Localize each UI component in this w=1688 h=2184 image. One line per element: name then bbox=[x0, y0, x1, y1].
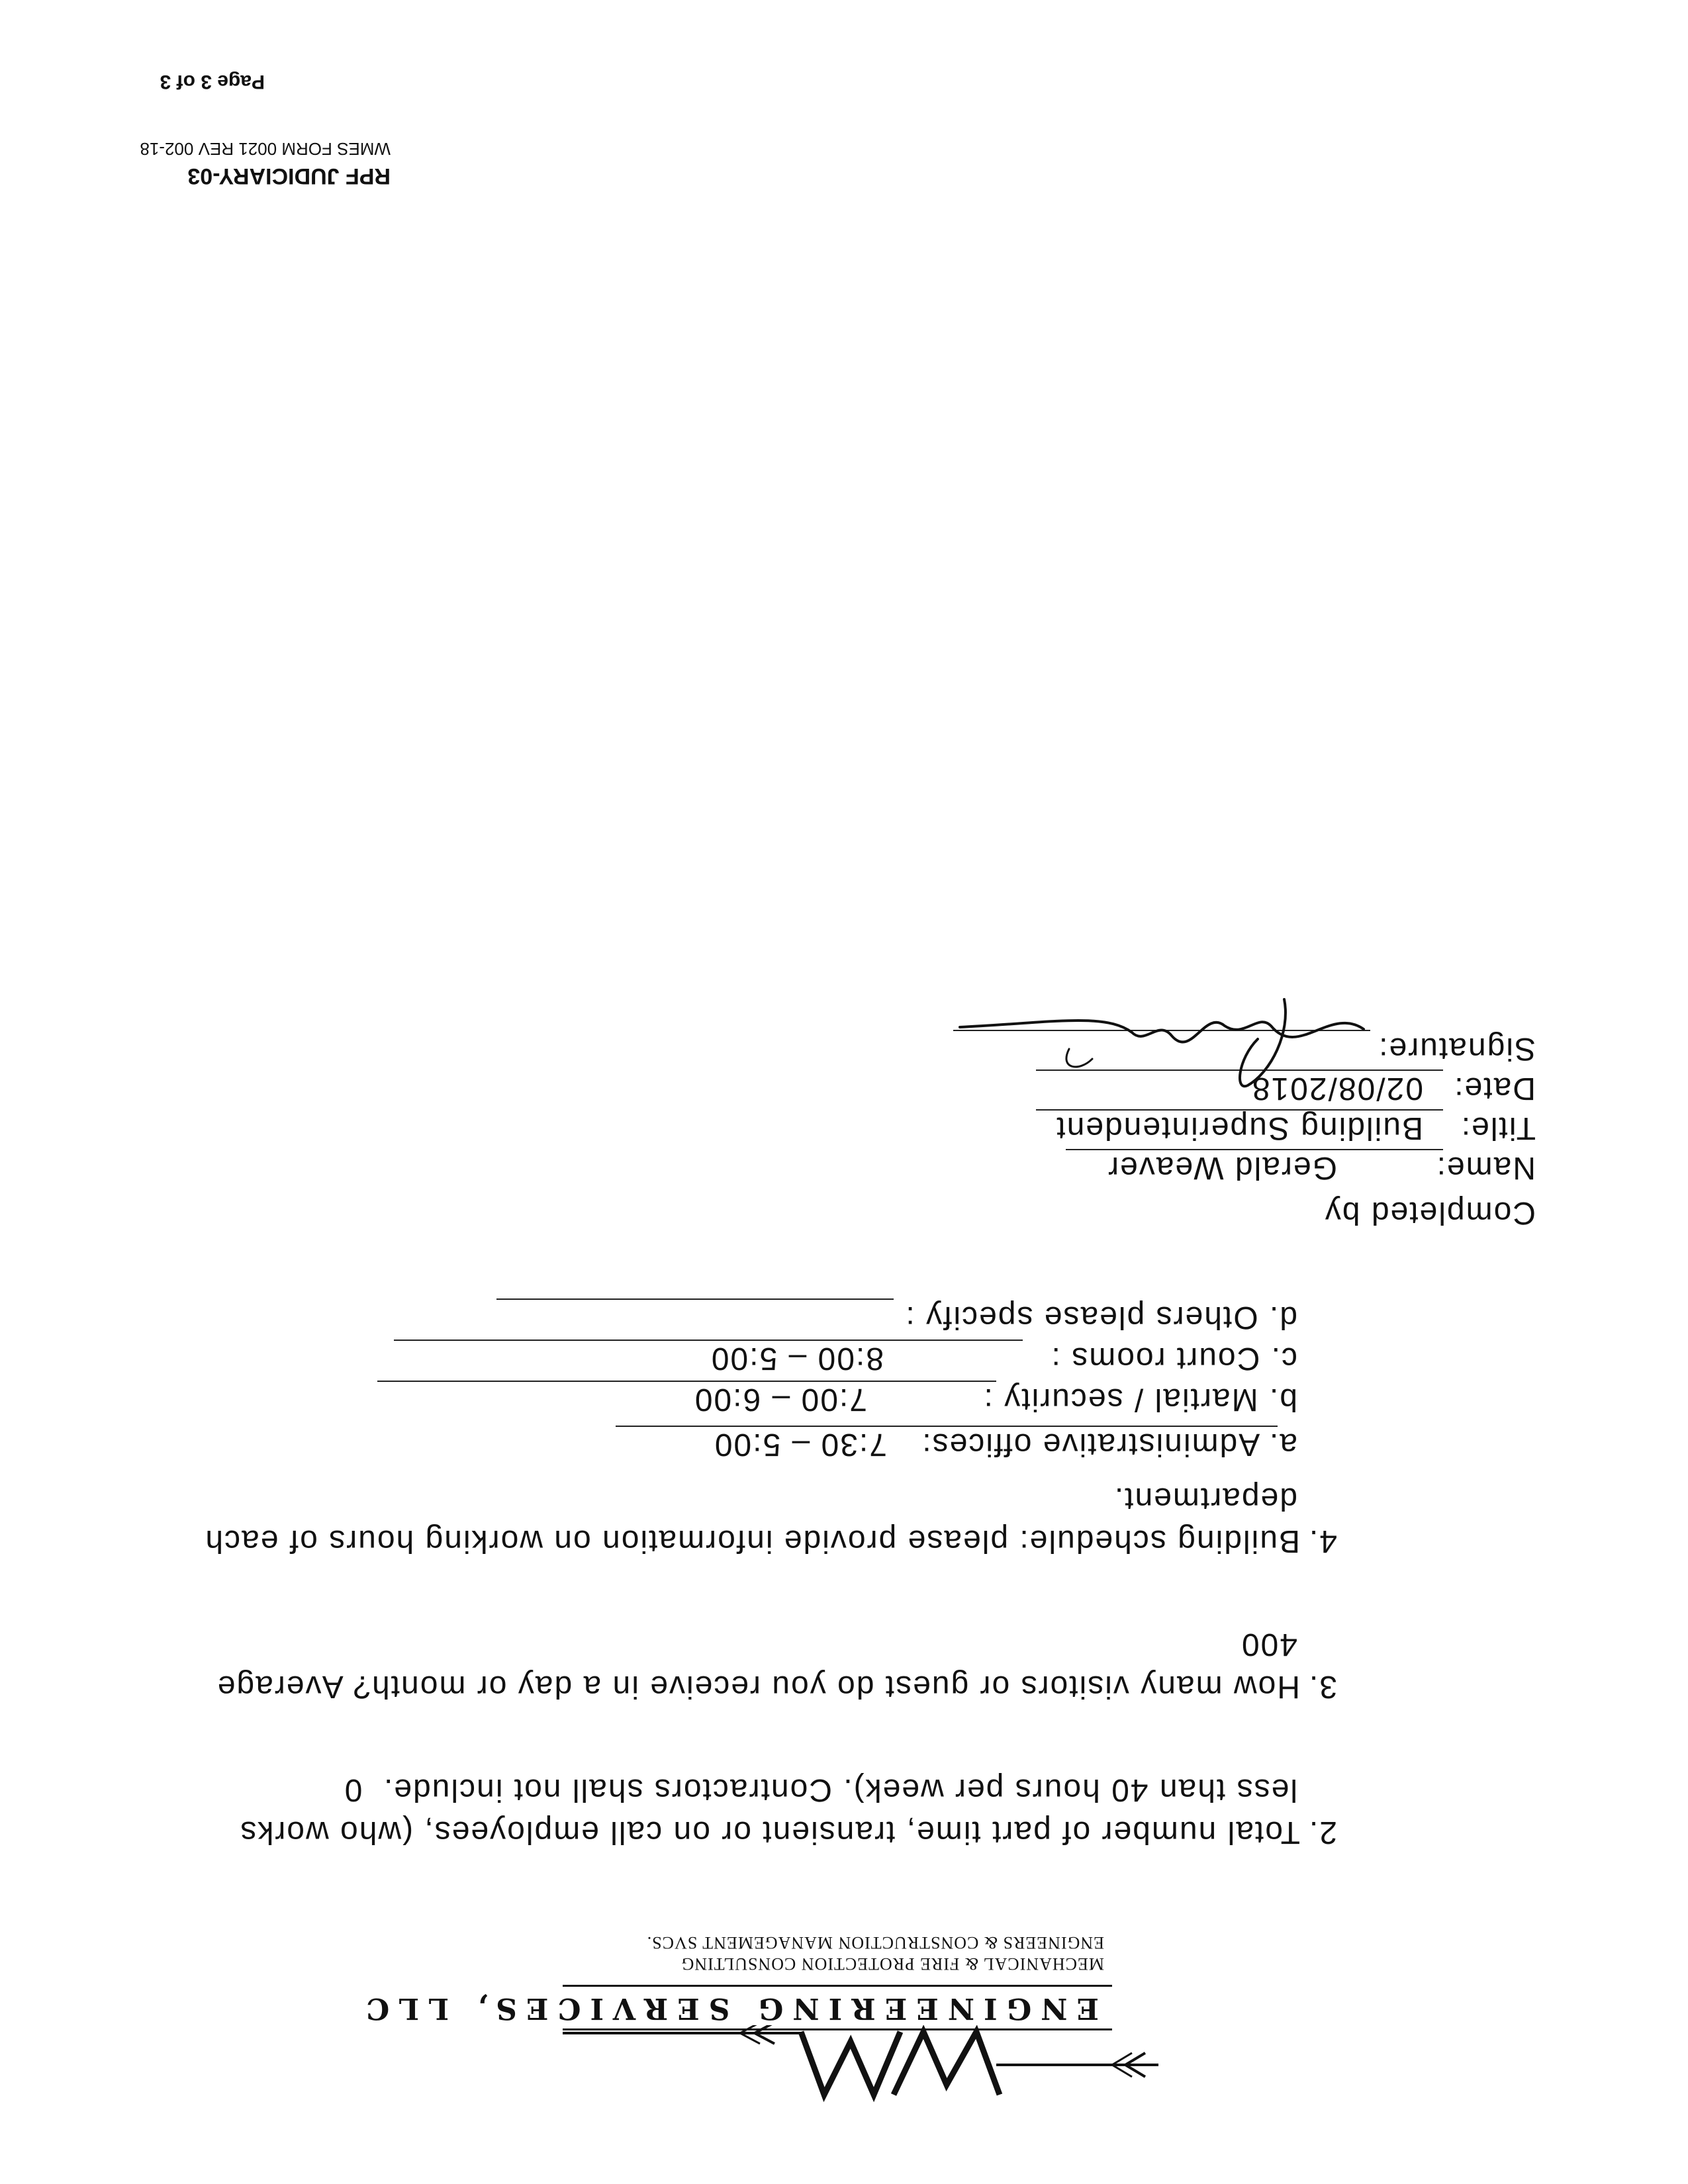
question-4 bbox=[204, 1477, 1337, 1562]
schedule-value: 7:30 – 5:00 bbox=[713, 1427, 887, 1462]
completed-by-heading: Completed by bbox=[1323, 1195, 1536, 1230]
schedule-underline bbox=[496, 1298, 894, 1300]
completed-date-row bbox=[1250, 1070, 1536, 1107]
schedule-label: a. Administrative offices: bbox=[921, 1427, 1297, 1462]
completed-title-row bbox=[1055, 1110, 1536, 1146]
schedule-item-admin bbox=[713, 1426, 1297, 1463]
schedule-item-others bbox=[904, 1299, 1297, 1336]
signature-label: Signature: bbox=[1378, 1031, 1536, 1066]
form-code: WMES FORM 0021 REV 002-18 bbox=[140, 139, 391, 159]
question-answer: 0 bbox=[343, 1772, 363, 1807]
title-value: Building Superintendent bbox=[1055, 1111, 1423, 1146]
company-name: ENGINEERING SERVICES, LLC bbox=[357, 1991, 1099, 2025]
question-text-line2: department. bbox=[1113, 1481, 1297, 1516]
schedule-label: c. Court rooms : bbox=[1050, 1341, 1297, 1376]
letterhead-rule-top bbox=[563, 2028, 1112, 2030]
name-label: Name: bbox=[1435, 1150, 1536, 1185]
question-2 bbox=[239, 1768, 1337, 1853]
schedule-label: d. Others please specify : bbox=[904, 1300, 1297, 1335]
name-value: Gerald Weaver bbox=[1107, 1150, 1337, 1185]
question-number: 4. bbox=[1307, 1524, 1337, 1559]
question-text-line1: How many visitors or guest do you receive in a day or month? Average bbox=[216, 1669, 1300, 1704]
question-number: 2. bbox=[1307, 1815, 1337, 1850]
question-text-line1: Total number of part time, transient or on call employees, (who works bbox=[239, 1815, 1300, 1850]
question-number: 3. bbox=[1307, 1669, 1337, 1704]
letterhead-rule-bottom bbox=[563, 1985, 1112, 1987]
name-underline bbox=[1066, 1149, 1443, 1150]
completed-signature-row bbox=[1378, 1030, 1536, 1067]
schedule-item-court bbox=[710, 1340, 1297, 1377]
question-text-line2: less than 40 hours per week). Contractors shall not include. bbox=[383, 1772, 1297, 1807]
page-number: Page 3 of 3 bbox=[160, 71, 265, 93]
title-label: Title: bbox=[1460, 1111, 1536, 1146]
completed-name-row bbox=[1107, 1150, 1536, 1186]
question-answer: 400 bbox=[1240, 1627, 1297, 1662]
schedule-underline bbox=[616, 1426, 1278, 1427]
handwritten-signature-icon bbox=[947, 993, 1370, 1099]
schedule-value: 7:00 – 6:00 bbox=[693, 1382, 867, 1417]
question-3 bbox=[216, 1623, 1337, 1707]
date-label: Date: bbox=[1453, 1071, 1536, 1106]
title-underline bbox=[1036, 1109, 1443, 1111]
schedule-underline bbox=[377, 1381, 996, 1382]
schedule-label: b. Martial / security : bbox=[982, 1382, 1297, 1417]
schedule-underline bbox=[394, 1340, 1023, 1341]
question-text-line1: Building schedule: please provide information on working hours of each bbox=[204, 1524, 1300, 1559]
letterhead-tagline-2: ENGINEERS & CONSTRUCTION MANAGEMENT SVCS. bbox=[646, 1933, 1104, 1952]
letterhead-tagline-1: MECHANICAL & FIRE PROTECTION CONSULTING bbox=[680, 1954, 1104, 1974]
schedule-item-security bbox=[693, 1381, 1297, 1418]
date-value: 02/08/2018 bbox=[1250, 1071, 1423, 1106]
schedule-value: 8:00 – 5:00 bbox=[710, 1341, 884, 1376]
rfp-code: RPF JUDICIARY-03 bbox=[187, 163, 391, 189]
company-logo-icon bbox=[556, 2025, 1165, 2105]
